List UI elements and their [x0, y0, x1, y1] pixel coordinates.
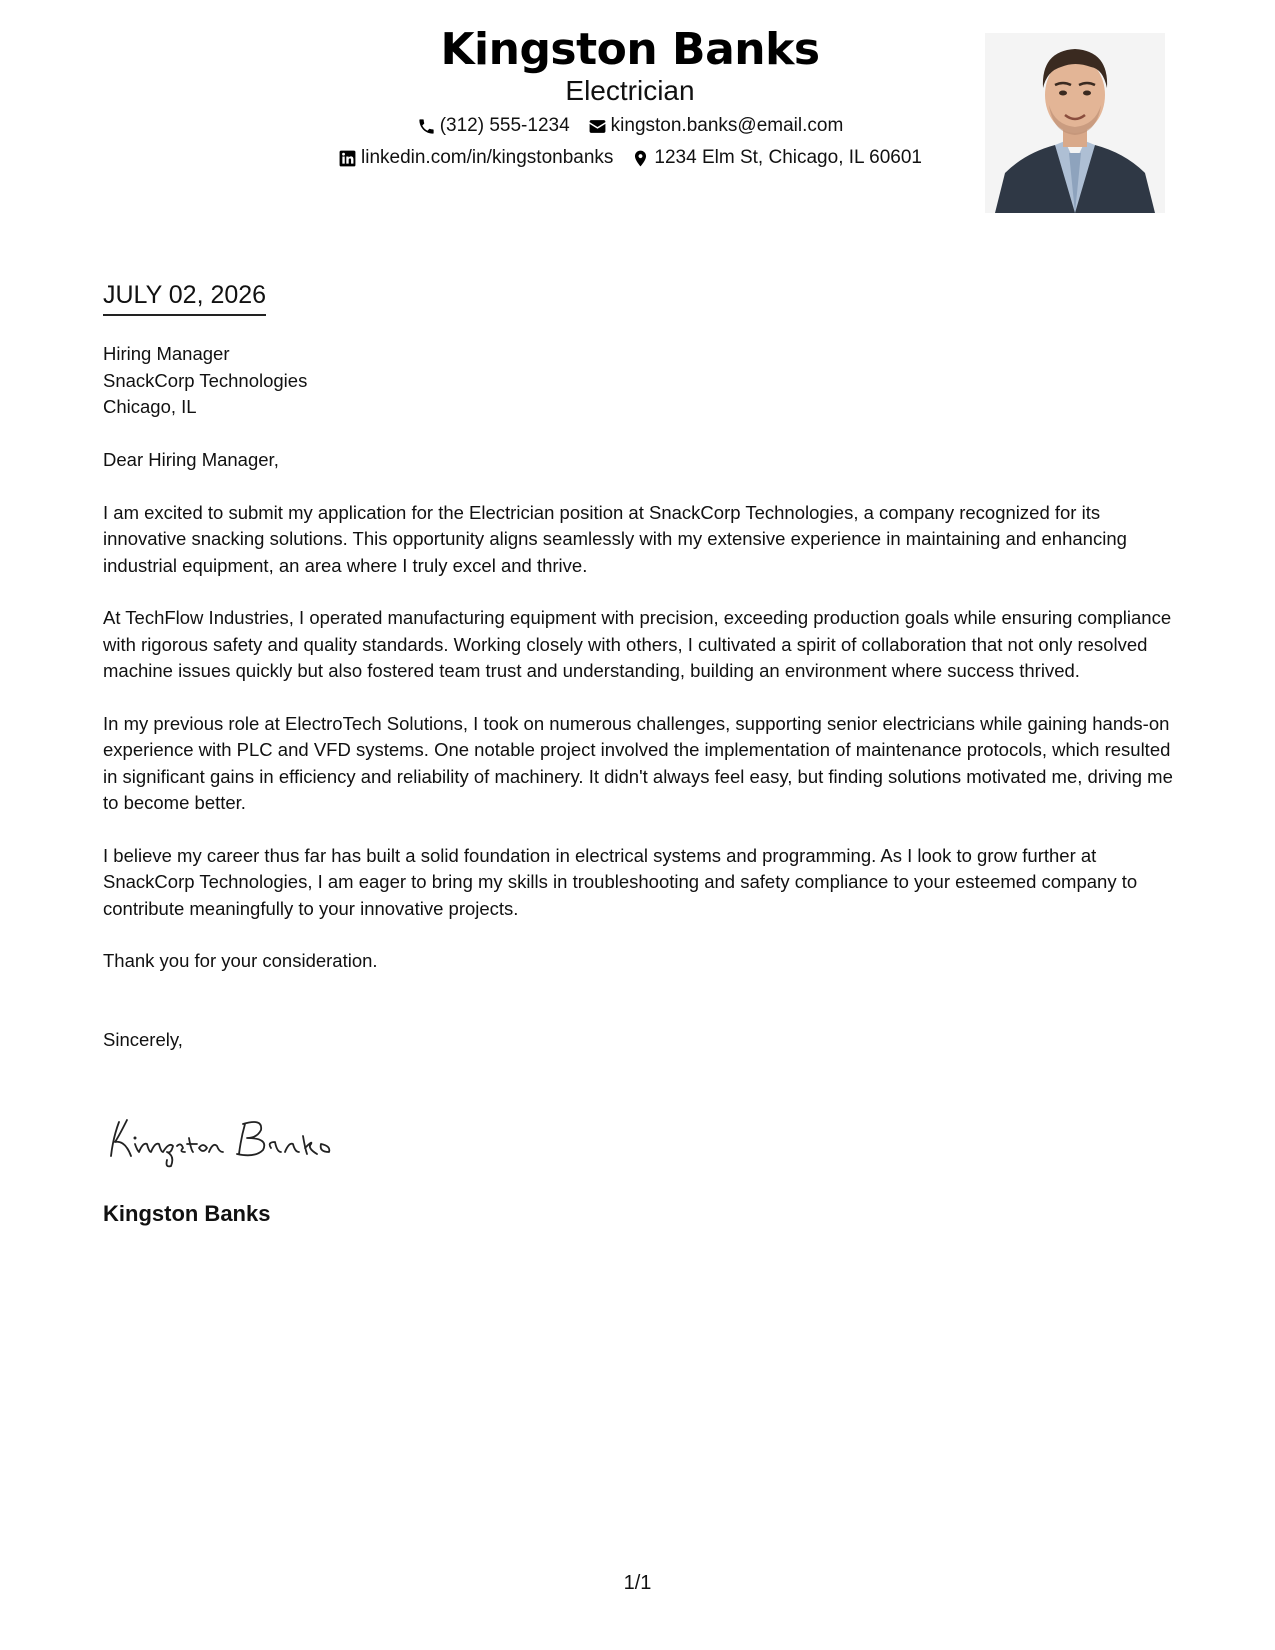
contact-row-1 [210, 114, 1050, 138]
linkedin-icon [338, 149, 357, 168]
contact-phone[interactable] [417, 114, 570, 138]
handwritten-signature [105, 1108, 365, 1168]
body-paragraph: I believe my career thus far has built a solid foundation in electrical systems and programming. As I look to grow further at SnackCorp Technologies, I am eager to bring my skills in troubleshooting and safety compliance to your esteemed company to contribute meaningfully to your innovative projects. [103, 844, 1138, 919]
letter-body [103, 447, 1178, 1079]
address-text: 1234 Elm St, Chicago, IL 60601 [654, 147, 922, 168]
email-text: kingston.banks@email.com [610, 115, 844, 136]
envelope-icon [588, 117, 607, 136]
contact-row-2 [210, 146, 1050, 170]
closing: Sincerely, [103, 1028, 183, 1050]
thank-you-line: Thank you for your consideration. [103, 950, 378, 971]
profile-photo [985, 33, 1165, 213]
header-text [210, 22, 1050, 170]
recipient-line: SnackCorp Technologies [103, 369, 308, 391]
recipient-line: Hiring Manager [103, 343, 230, 364]
linkedin-text: linkedin.com/in/kingstonbanks [361, 147, 614, 168]
page-number: 1/1 [623, 1572, 652, 1594]
body-paragraph: In my previous role at ElectroTech Solutions, I took on numerous challenges, supporting senior electricians while gaining hands-on experience with PLC and VFD systems. One notable project involved the implementation of maintenance protocols, which resulted in significant gains in efficiency and reliability of machinery. It didn't always feel easy, but finding solutions motivated me, driving me to become better. [103, 712, 1173, 813]
map-marker-icon [631, 149, 650, 168]
contact-address [631, 146, 922, 170]
phone-icon [417, 117, 436, 136]
spacer [103, 1001, 1178, 1027]
letter-date: JULY 02, 2026 [103, 280, 266, 316]
body-paragraph: At TechFlow Industries, I operated manufacturing equipment with precision, exceeding production goals while ensuring compliance with rigorous safety and quality standards. Working closely with others, I cultivated a spirit of collaboration that not only resolved machine issues quickly but also fostered team trust and understanding, building an environment where success thrived. [103, 607, 1172, 681]
recipient-block [103, 341, 307, 421]
job-title: Electrician [565, 75, 695, 106]
contact-linkedin[interactable] [338, 146, 613, 170]
salutation: Dear Hiring Manager, [103, 449, 279, 470]
recipient-line: Chicago, IL [103, 396, 197, 417]
contact-email[interactable] [588, 114, 844, 138]
phone-text: (312) 555-1234 [439, 115, 570, 136]
body-paragraph: I am excited to submit my application for the Electrician position at SnackCorp Technologies, a company recognized for its innovative snacking solutions. This opportunity aligns seamlessly with my extensive experience in maintaining and enhancing industrial equipment, an area where I truly excel and thrive. [103, 501, 1127, 576]
signer-name: Kingston Banks [103, 1201, 271, 1226]
applicant-name: Kingston Banks [440, 24, 820, 75]
